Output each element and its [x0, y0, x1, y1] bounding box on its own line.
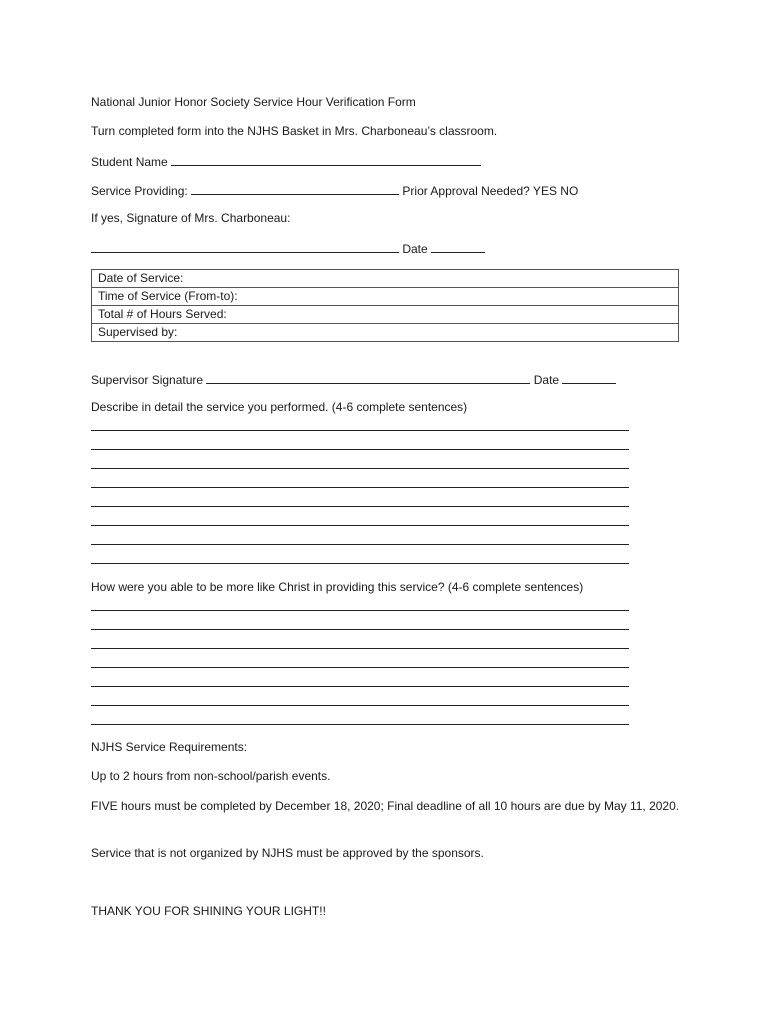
prior-approval-label: Prior Approval Needed? YES NO	[402, 184, 579, 198]
supervisor-signature-field[interactable]	[206, 371, 530, 384]
form-title: National Junior Honor Society Service Hour Verification Form	[91, 95, 416, 109]
christ-prompt: How were you able to be more like Christ in providing this service? (4-6 complete sentences)	[91, 580, 584, 594]
instructions-text: Turn completed form into the NJHS Basket in Mrs. Charboneau’s classroom.	[91, 124, 498, 138]
supervisor-date-field[interactable]	[562, 371, 616, 384]
table-row[interactable]: Supervised by:	[92, 324, 679, 342]
answer-line	[91, 430, 629, 431]
date-label: Date	[533, 373, 560, 387]
answer-line	[91, 610, 629, 611]
supervisor-signature-line	[91, 371, 616, 388]
answer-line	[91, 525, 629, 526]
table-row[interactable]: Date of Service:	[92, 270, 679, 288]
requirement-2: FIVE hours must be completed by December 18, 2020; Final deadline of all 10 hours are due by May 11, 2020.	[91, 799, 680, 813]
answer-line	[91, 629, 629, 630]
answer-line	[91, 487, 629, 488]
describe-prompt: Describe in detail the service you performed. (4-6 complete sentences)	[91, 400, 468, 414]
answer-line	[91, 468, 629, 469]
student-name-line	[91, 153, 481, 170]
service-providing-line	[91, 182, 578, 199]
charboneau-date-field[interactable]	[431, 240, 485, 253]
closing-text: THANK YOU FOR SHINING YOUR LIGHT!!	[91, 904, 326, 918]
student-name-label: Student Name	[91, 155, 168, 169]
answer-line	[91, 648, 629, 649]
table-row[interactable]: Time of Service (From-to):	[92, 288, 679, 306]
table-row[interactable]: Total # of Hours Served:	[92, 306, 679, 324]
charboneau-signature-field[interactable]	[91, 240, 399, 253]
answer-line	[91, 506, 629, 507]
answer-line	[91, 544, 629, 545]
supervisor-signature-label: Supervisor Signature	[91, 373, 204, 387]
signature-prompt: If yes, Signature of Mrs. Charboneau:	[91, 211, 291, 225]
charboneau-signature-line	[91, 240, 485, 257]
requirement-3: Service that is not organized by NJHS must be approved by the sponsors.	[91, 846, 484, 860]
answer-line	[91, 563, 629, 564]
requirements-heading: NJHS Service Requirements:	[91, 740, 248, 754]
requirement-1: Up to 2 hours from non-school/parish events.	[91, 769, 331, 783]
answer-line	[91, 449, 629, 450]
date-label: Date	[402, 242, 428, 256]
student-name-field[interactable]	[171, 153, 481, 166]
answer-line	[91, 724, 629, 725]
service-providing-label: Service Providing:	[91, 184, 188, 198]
answer-line	[91, 705, 629, 706]
service-providing-field[interactable]	[191, 182, 399, 195]
service-details-table	[91, 269, 679, 342]
answer-line	[91, 686, 629, 687]
answer-line	[91, 667, 629, 668]
